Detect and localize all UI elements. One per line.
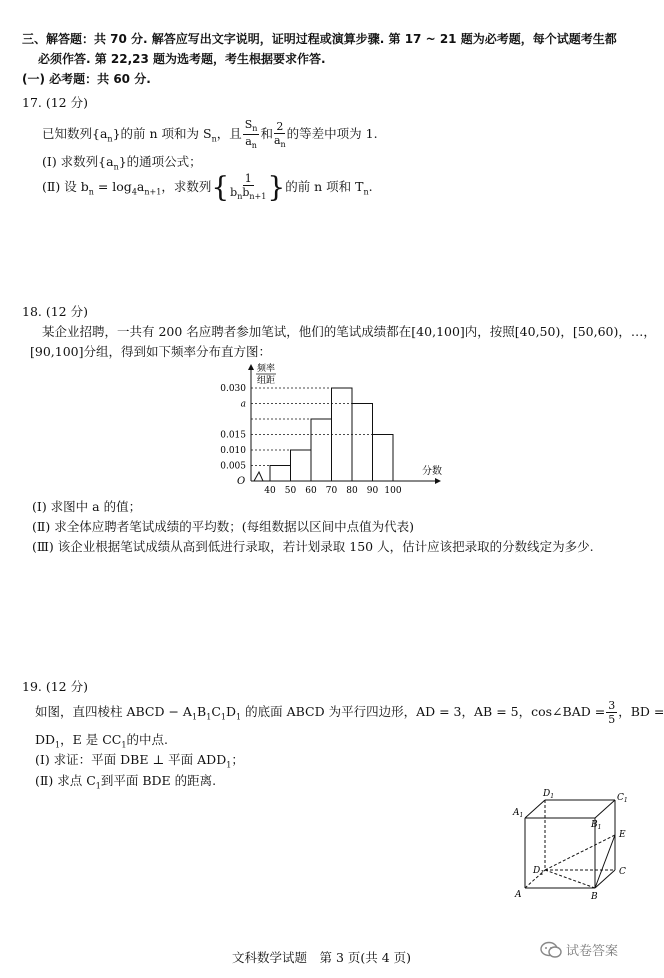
y-axis-label-bottom: 组距 <box>257 376 276 386</box>
section-heading-line1: 三、解答题：共 70 分. 解答应写出文字说明，证明过程或演算步骤. 第 17 ~ 21 题为必考题，每个试题考生都 <box>22 32 617 46</box>
section-heading-line2: 必须作答. 第 22,23 题为选考题，考生根据要求作答. <box>38 52 326 66</box>
fraction-2-over-an: $\frac{2}{a_n}$ <box>273 119 286 149</box>
watermark <box>540 940 618 959</box>
q17-stem: 已知数列$\{a_n\}$的前 n 项和为 $S_n$，且 $\frac{S_n}{a_n}$ 和 $\frac{2}{a_n}$ 的等差中项为 1. <box>42 118 378 151</box>
y-tick-label: 0.010 <box>220 446 246 456</box>
histogram-bar <box>270 466 291 482</box>
q18-part1: (Ⅰ) 求图中 a 的值； <box>32 499 142 514</box>
edge-de-hidden <box>545 835 615 870</box>
x-axis-label: 分数 <box>422 466 442 477</box>
wechat-icon <box>540 941 562 959</box>
q19-part2: (Ⅱ) 求点 $C_1$到平面 BDE 的距离. <box>35 773 217 791</box>
histogram-bar <box>291 450 312 481</box>
page-footer: 文科数学试题 第 3 页(共 4 页) <box>232 950 412 965</box>
fraction-3-over-5: $\frac{3}{5}$ <box>608 699 616 726</box>
fraction-1-over-bnbn1: $\frac{1}{b_nb_{n+1}}$ <box>230 172 267 202</box>
q17-part1: (Ⅰ) 求数列$\{a_n\}$的通项公式； <box>42 154 202 172</box>
edge-b1c1 <box>595 800 615 818</box>
q18-stem-line2: [90,100]分组，得到如下频率分布直方图： <box>30 344 271 359</box>
q17-number: 17. (12 分) <box>22 95 88 110</box>
x-tick-label: 70 <box>325 486 338 496</box>
watermark-text: 试卷答案 <box>566 944 619 959</box>
y-tick-label: a <box>240 399 246 410</box>
histogram-bar <box>311 419 332 481</box>
edge-be <box>595 835 615 888</box>
origin-label: O <box>237 476 246 487</box>
x-tick-label: 80 <box>346 486 358 496</box>
x-tick-label: 60 <box>305 486 317 496</box>
q18-part3: (Ⅲ) 该企业根据笔试成绩从高到低进行录取，若计划录取 150 人，估计应该把录取的分数线定为多少. <box>32 539 594 554</box>
q19-stem-line1: 如图，直四棱柱 ABCD − $A_1B_1C_1D_1$ 的底面 ABCD 为平行四边形，AD = 3，AB = 5，cos∠BAD = $\frac{3}{5}$ ，BD = <box>35 699 664 726</box>
q19-part1: (Ⅰ) 求证：平面 DBE ⊥ 平面 $ADD_1$； <box>35 752 244 770</box>
edge-db-hidden <box>545 870 595 888</box>
x-tick-label: 50 <box>284 486 297 496</box>
y-tick-label: 0.030 <box>220 384 246 394</box>
edge-a1d1 <box>525 800 545 818</box>
axis-break-mark <box>254 472 263 481</box>
label-e: E <box>619 830 626 840</box>
x-tick-label: 90 <box>366 486 379 496</box>
y-tick-label: 0.015 <box>220 430 246 441</box>
q18-stem-line1: 某企业招聘，一共有 200 名应聘者参加笔试，他们的笔试成绩都在[40,100]内，按照[40,50)，[50,60)，…， <box>42 324 656 339</box>
histogram-bar <box>373 435 394 482</box>
q18-part2: (Ⅱ) 求全体应聘者笔试成绩的平均数；(每组数据以区间中点值为代表) <box>32 519 414 534</box>
y-axis-label-top: 频率 <box>257 364 276 374</box>
q19-stem-line2: $DD_1$，E 是 $CC_1$的中点. <box>35 732 168 750</box>
label-b1: $B_1$ <box>591 820 602 831</box>
histogram-bar <box>352 404 373 482</box>
q19-number: 19. (12 分) <box>22 679 88 694</box>
y-tick-label: 0.005 <box>220 461 246 472</box>
label-d1: $D_1$ <box>543 789 555 800</box>
histogram-chart <box>210 360 470 495</box>
label-c1: $C_1$ <box>617 793 628 804</box>
label-a1: $A_1$ <box>513 808 524 819</box>
x-tick-label: 40 <box>264 486 276 496</box>
label-c: C <box>619 867 626 877</box>
q17-part2: (Ⅱ) 设 $b_n = \log_4a_{n+1}$，求数列{ $\frac{1}{b_nb_{n+1}}$ }的前 n 项和 $T_n$. <box>42 170 373 204</box>
section-subheading: (一) 必考题：共 60 分. <box>22 72 151 86</box>
label-a: A <box>515 890 522 900</box>
prism-figure <box>505 785 640 905</box>
label-b: B <box>591 892 598 902</box>
fraction-sn-over-an: $\frac{S_n}{a_n}$ <box>244 118 258 151</box>
x-tick-label: 100 <box>384 486 402 496</box>
q18-number: 18. (12 分) <box>22 304 88 319</box>
label-d: $D_1$ <box>533 866 545 877</box>
